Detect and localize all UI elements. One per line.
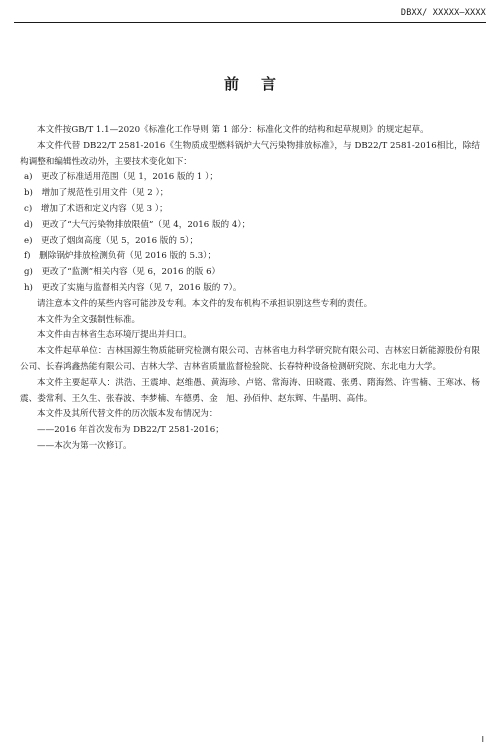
paragraph-drafting-rules: 本文件按GB/T 1.1—2020《标准化工作导则 第 1 部分：标准化文件的结构和起草规则》的规定起草。 [37,125,429,135]
document-code: DBXX/ XXXXX—XXXX [400,8,486,18]
history-item-2016: ——2016 年首次发布为 DB22/T 2581-2016； [37,425,224,436]
paragraph-history: 本文件及其所代替文件的历次版本发布情况为： [37,409,218,420]
page-number: I [481,735,484,744]
change-item-h: h) 更改了实施与监督相关内容（见 7，2016 版的 7）。 [24,282,242,293]
change-item-d: d) 更改了“大气污染物排放限值”（见 4，2016 版的 4）； [24,219,251,230]
foreword-body [20,123,480,455]
paragraph-drafters: 本文件主要起草人：洪浩、王震坤、赵维愚、黄海珍、卢铭、常海涛、田晓霞、张勇、隋海然、许雪楠、王寒冰、杨震、娄常利、王久生、张春波、李梦楠、车德勇、金 旭、孙佰仲、赵东辉、牛晶明、高伟。 [20,377,480,404]
paragraph-replaces: 本文件代替 DB22/T 2581-2016《生物质成型燃料锅炉大气污染物排放标准》，与 DB22/T 2581-2016相比，除结构调整和编辑性改动外，主要技术变化如下： [20,140,480,167]
history-item-current: ——本次为第一次修订。 [37,440,132,451]
change-item-b: b) 增加了规范性引用文件（见 2 ）； [24,188,169,199]
paragraph-proposer: 本文件由吉林省生态环境厅提出并归口。 [37,330,192,341]
header-rule [14,22,486,23]
change-item-e: e) 更改了烟囱高度（见 5，2016 版的 5）； [24,235,199,246]
paragraph-drafting-units: 本文件起草单位：吉林国源生物质能研究检测有限公司、吉林省电力科学研究院有限公司、吉林宏日新能源股份有限公司、长春鸿鑫热能有限公司、吉林大学、吉林省质量监督检验院、长春特种设备检测研究院、东北电力大学。 [20,346,480,372]
change-item-a: a) 更改了标准适用范围（见 1，2016 版的 1 ）； [24,172,219,183]
paragraph-patent-notice: 请注意本文件的某些内容可能涉及专利。本文件的发布机构不承担识别这些专利的责任。 [37,298,373,309]
paragraph-mandatory: 本文件为全文强制性标准。 [37,314,141,325]
change-item-g: g) 更改了“监测”相关内容（见 6，2016 的版 6） [24,267,221,278]
change-item-f: f) 删除锅炉排放检测负荷（见 2016 版的 5.3）； [24,251,217,262]
change-item-c: c) 增加了术语和定义内容（见 3 ）； [24,203,168,214]
page-title: 前言 [223,75,298,93]
